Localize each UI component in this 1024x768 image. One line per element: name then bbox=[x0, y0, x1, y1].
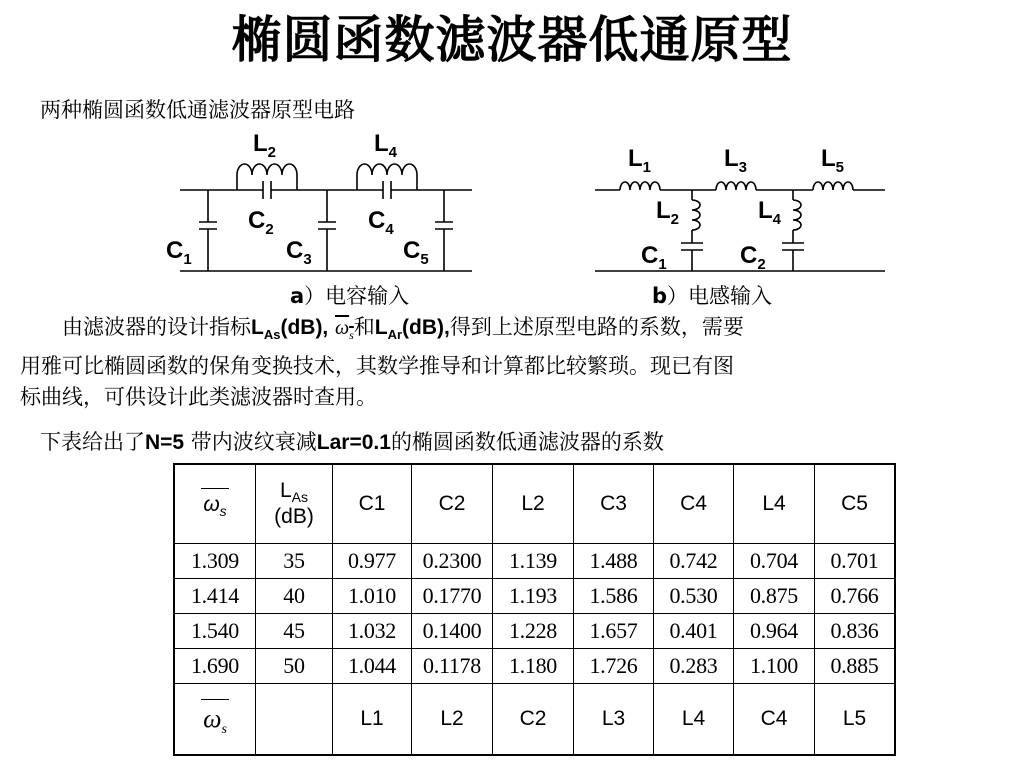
table-cell: 1.414 bbox=[174, 579, 256, 614]
circuit-b-shunt-l4c2 bbox=[782, 190, 804, 271]
header-col: L2 bbox=[493, 464, 574, 544]
label-b-c2: $C_2$ bbox=[740, 242, 766, 273]
table-cell: 0.1178 bbox=[412, 649, 493, 684]
footer-omega-s: $\omega_s$ bbox=[174, 684, 256, 756]
table-cell: 1.032 bbox=[333, 614, 412, 649]
table-cell: 1.488 bbox=[574, 544, 654, 579]
footer-cell: C2 bbox=[493, 684, 574, 756]
table-cell: 1.228 bbox=[493, 614, 574, 649]
table-cell: 0.704 bbox=[734, 544, 815, 579]
header-omega-s: $\omega_s$ bbox=[174, 464, 256, 544]
circuit-a-caption bbox=[290, 280, 409, 310]
label-a-l2: $L_2$ bbox=[253, 130, 277, 161]
label-a-c2: $C_2$ bbox=[248, 207, 274, 238]
omega-s-symbol: $\omega_s$ bbox=[334, 317, 354, 342]
table-cell: 0.401 bbox=[654, 614, 734, 649]
circuit-a-inductor-l2 bbox=[237, 164, 297, 175]
page-title: 椭圆函数滤波器低通原型 bbox=[231, 11, 793, 69]
label-a-c3: $C_3$ bbox=[286, 237, 312, 268]
table-cell: 0.964 bbox=[734, 614, 815, 649]
footer-cell: L2 bbox=[412, 684, 493, 756]
table-cell: 0.283 bbox=[654, 649, 734, 684]
footer-cell: C4 bbox=[734, 684, 815, 756]
table-row bbox=[174, 579, 895, 614]
table-cell: 1.044 bbox=[333, 649, 412, 684]
header-col: C1 bbox=[333, 464, 412, 544]
table-header-row bbox=[174, 464, 895, 544]
table-cell: 0.1400 bbox=[412, 614, 493, 649]
circuit-b-inductor-l1 bbox=[620, 182, 660, 190]
circuits-heading: 两种椭圆函数低通滤波器原型电路 bbox=[40, 98, 355, 122]
label-a-c5: $C_5$ bbox=[403, 237, 429, 268]
header-col: L4 bbox=[734, 464, 815, 544]
table-cell: 0.836 bbox=[815, 614, 896, 649]
paragraph-line-1: 由滤波器的设计指标$L_{As}(dB)$, $\omega_s$和$L_{Ar}(dB)$,得到上述原型电路的系数，需要 bbox=[62, 315, 744, 343]
table-cell: 1.193 bbox=[493, 579, 574, 614]
table-cell: 1.100 bbox=[734, 649, 815, 684]
header-las: $L_{As}$ (dB) bbox=[256, 464, 333, 544]
footer-cell: L3 bbox=[574, 684, 654, 756]
table-cell: 0.977 bbox=[333, 544, 412, 579]
table-footer-row bbox=[174, 684, 895, 756]
description-paragraph bbox=[20, 312, 1004, 413]
table-cell: 1.690 bbox=[174, 649, 256, 684]
circuit-b-inductor-l5 bbox=[813, 182, 853, 190]
table-cell: 1.139 bbox=[493, 544, 574, 579]
table-cell: 1.309 bbox=[174, 544, 256, 579]
circuit-a-shunt-c1 bbox=[199, 190, 217, 271]
table-cell: 45 bbox=[256, 614, 333, 649]
label-b-l3: $L_3$ bbox=[724, 145, 748, 176]
table-cell: 0.2300 bbox=[412, 544, 493, 579]
label-a-c1: $C_1$ bbox=[166, 237, 192, 268]
circuit-a-shunt-c3 bbox=[318, 190, 336, 271]
table-row bbox=[174, 614, 895, 649]
paragraph-line-3: 标曲线，可供设计此类滤波器时查用。 bbox=[20, 385, 377, 409]
label-b-l2: $L_2$ bbox=[656, 197, 680, 228]
circuit-b-shunt-l2c1 bbox=[681, 190, 703, 271]
circuit-b-inductor-l4 bbox=[793, 200, 801, 230]
table-row bbox=[174, 544, 895, 579]
circuit-a-caption-letter: a bbox=[290, 284, 305, 308]
table-cell: 1.180 bbox=[493, 649, 574, 684]
table-cell: 0.875 bbox=[734, 579, 815, 614]
table-cell: 1.010 bbox=[333, 579, 412, 614]
circuit-a-tank-l2c2 bbox=[237, 164, 297, 199]
table-cell: 0.885 bbox=[815, 649, 896, 684]
table-caption: 下表给出了N=5 带内波纹衰减Lar=0.1的椭圆函数低通滤波器的系数 bbox=[40, 430, 664, 454]
table-cell: 1.657 bbox=[574, 614, 654, 649]
footer-cell: L5 bbox=[815, 684, 896, 756]
table-cell: 0.701 bbox=[815, 544, 896, 579]
table-cell: 1.540 bbox=[174, 614, 256, 649]
table-cell: 0.742 bbox=[654, 544, 734, 579]
circuit-a-shunt-c5 bbox=[435, 190, 453, 271]
circuit-a-tank-l4c4 bbox=[357, 164, 417, 199]
label-b-c1: $C_1$ bbox=[641, 242, 667, 273]
header-col: C2 bbox=[412, 464, 493, 544]
label-b-l1: $L_1$ bbox=[628, 145, 652, 176]
table-row bbox=[174, 649, 895, 684]
circuit-b-caption bbox=[652, 280, 772, 310]
coefficient-table bbox=[173, 463, 896, 756]
table-cell: 0.766 bbox=[815, 579, 896, 614]
label-b-l4: $L_4$ bbox=[758, 197, 782, 228]
footer-cell: L4 bbox=[654, 684, 734, 756]
circuit-diagrams bbox=[160, 128, 900, 310]
table-cell: 50 bbox=[256, 649, 333, 684]
table-cell: 0.530 bbox=[654, 579, 734, 614]
table-cell: 35 bbox=[256, 544, 333, 579]
footer-cell bbox=[256, 684, 333, 756]
label-a-c4: $C_4$ bbox=[368, 207, 394, 238]
table-cell: 1.586 bbox=[574, 579, 654, 614]
circuit-b-caption-letter: b bbox=[652, 284, 668, 308]
circuit-b-inductor-l3 bbox=[716, 182, 756, 190]
header-col: C3 bbox=[574, 464, 654, 544]
label-a-l4: $L_4$ bbox=[374, 130, 398, 161]
circuit-b-inductor-l2 bbox=[692, 200, 700, 230]
circuit-a-caption-text: ）电容输入 bbox=[304, 284, 410, 308]
table-cell: 0.1770 bbox=[412, 579, 493, 614]
header-col: C4 bbox=[654, 464, 734, 544]
table-cell: 40 bbox=[256, 579, 333, 614]
circuit-b-caption-text: ）电感输入 bbox=[667, 284, 773, 308]
paragraph-line-2: 用雅可比椭圆函数的保角变换技术，其数学推导和计算都比较繁琐。现已有图 bbox=[20, 354, 734, 378]
table-cell: 1.726 bbox=[574, 649, 654, 684]
footer-cell: L1 bbox=[333, 684, 412, 756]
circuit-a-inductor-l4 bbox=[357, 164, 417, 175]
header-col: C5 bbox=[815, 464, 896, 544]
label-b-l5: $L_5$ bbox=[821, 145, 845, 176]
